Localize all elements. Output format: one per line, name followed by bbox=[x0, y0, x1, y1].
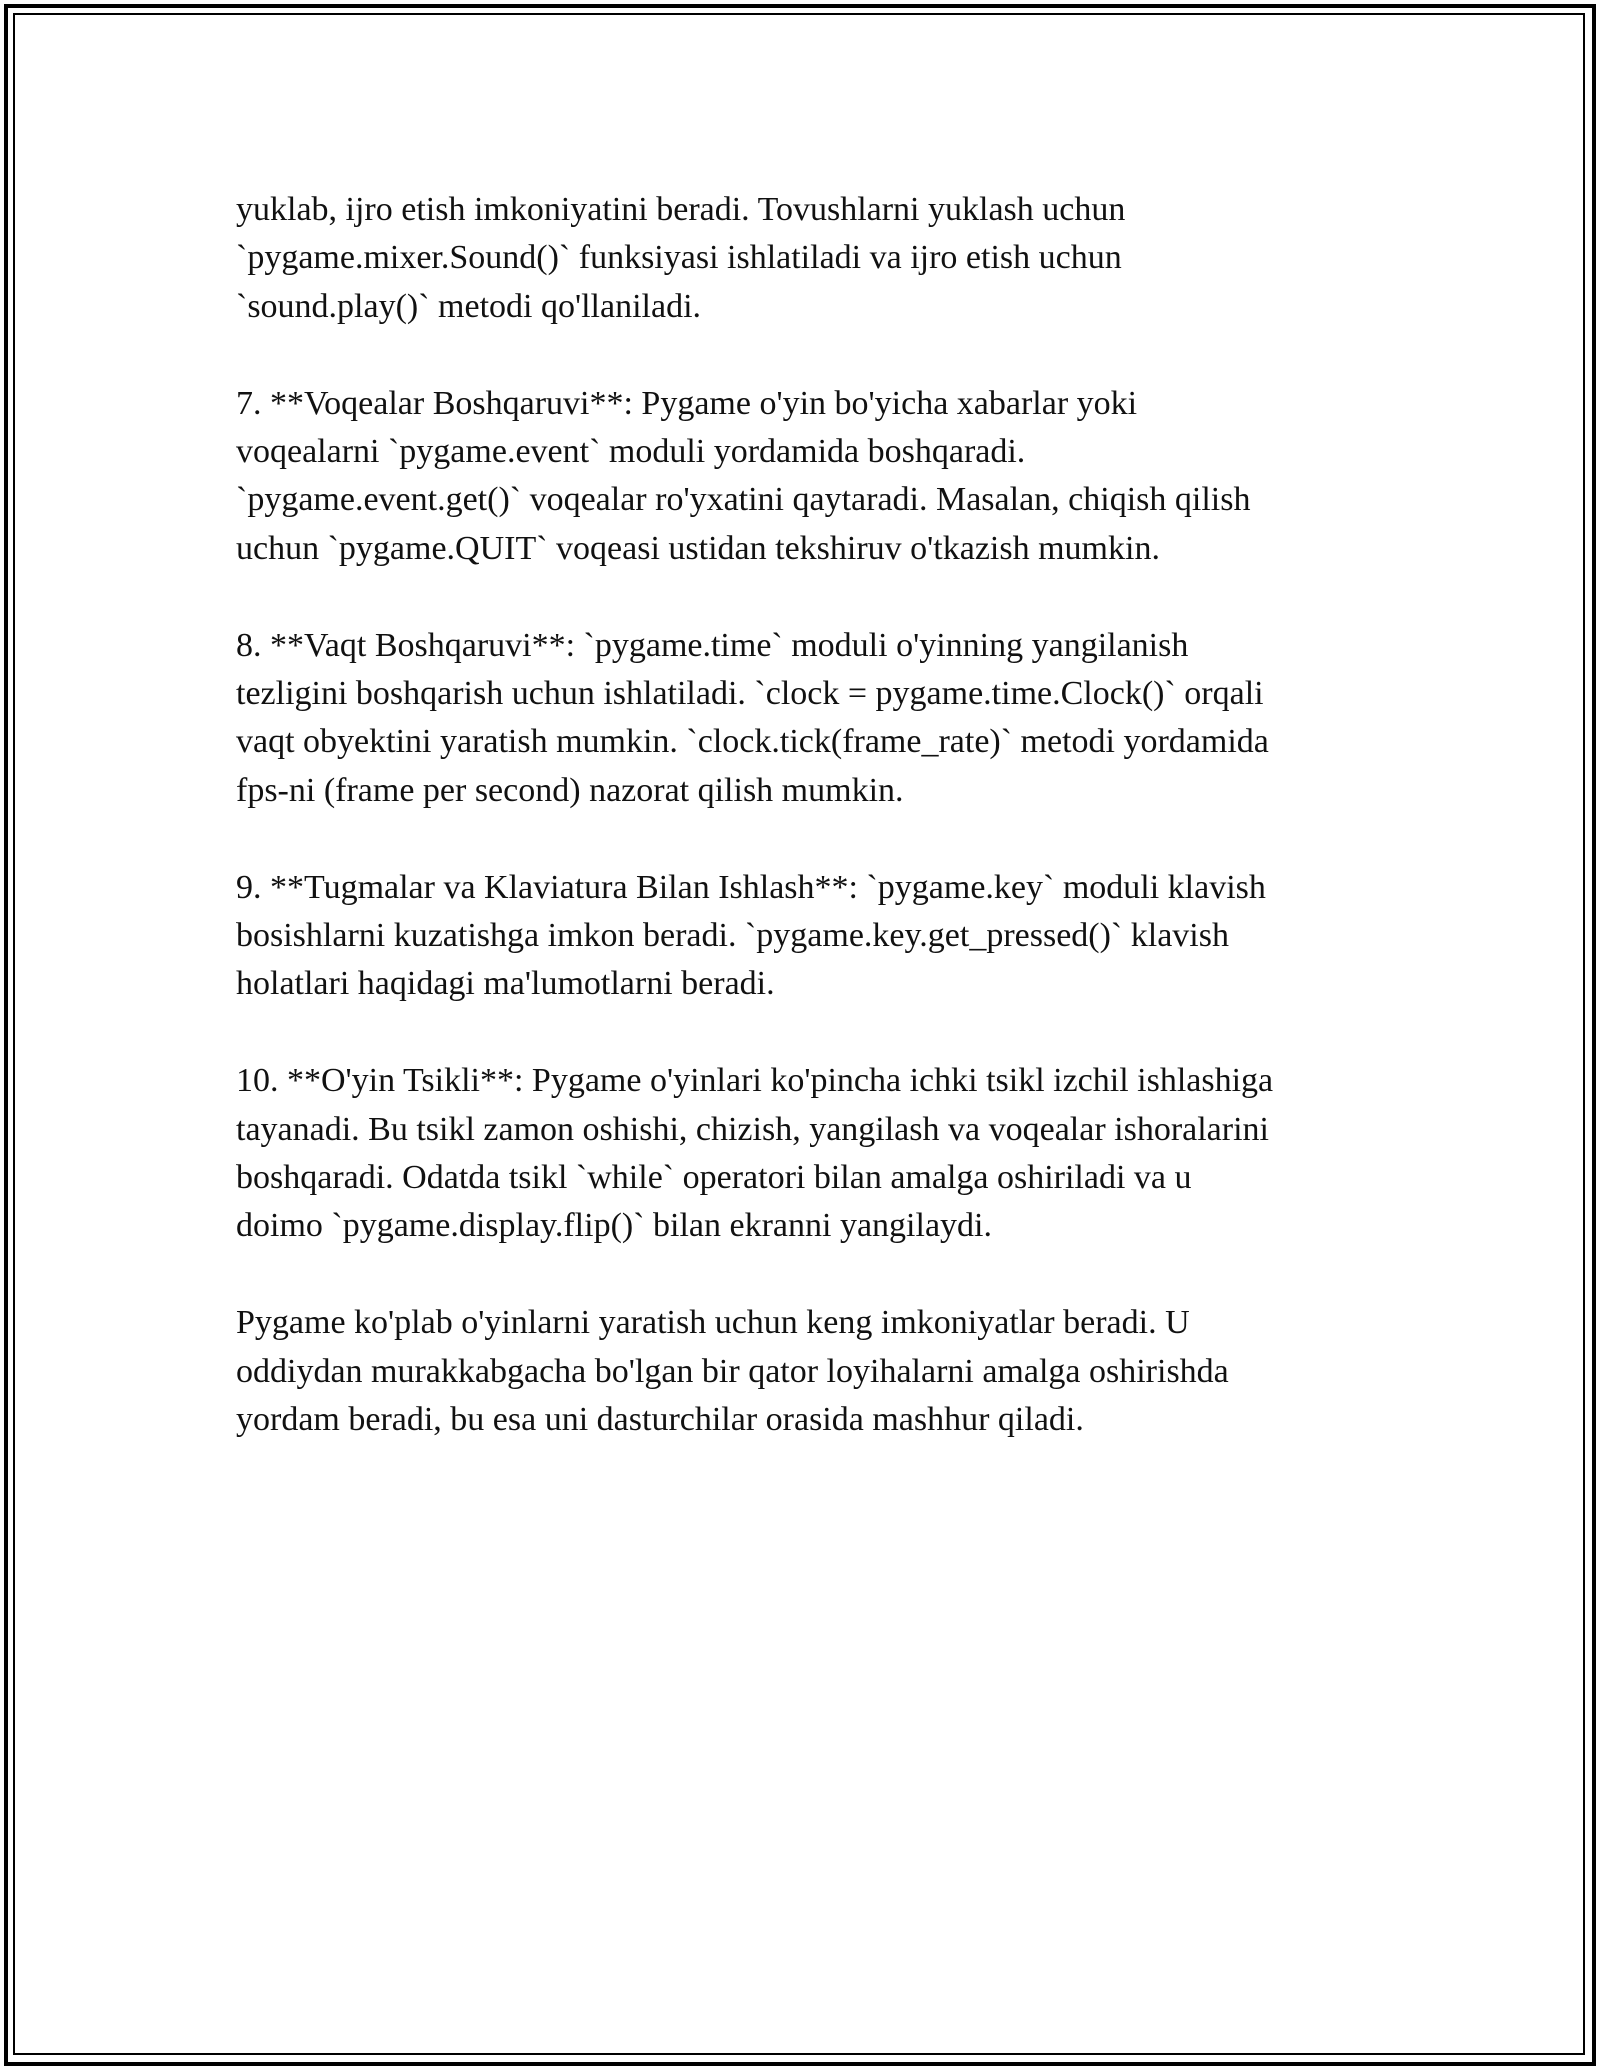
text-line: 8. **Vaqt Boshqaruvi**: `pygame.time` moduli o'yinning yangilanish bbox=[236, 626, 1189, 664]
text-line: yordam beradi, bu esa uni dasturchilar orasida mashhur qiladi. bbox=[236, 1401, 1084, 1439]
text-line: voqealarni `pygame.event` moduli yordamida boshqaradi. bbox=[236, 433, 1026, 471]
text-line: oddiydan murakkabgacha bo'lgan bir qator loyihalarni amalga oshirishda bbox=[236, 1352, 1229, 1390]
paragraph-item-7-events bbox=[236, 380, 1376, 574]
text-line: boshqaradi. Odatda tsikl `while` operatori bilan amalga oshiriladi va u bbox=[236, 1159, 1192, 1197]
paragraph-conclusion bbox=[236, 1299, 1376, 1444]
text-line: fps-ni (frame per second) nazorat qilish mumkin. bbox=[236, 771, 904, 809]
paragraph-item-10-game-loop bbox=[236, 1057, 1376, 1251]
text-line: `sound.play()` metodi qo'llaniladi. bbox=[236, 287, 702, 325]
text-line: tezligini boshqarish uchun ishlatiladi. `clock = pygame.time.Clock()` orqali bbox=[236, 675, 1264, 713]
text-line: uchun `pygame.QUIT` voqeasi ustidan tekshiruv o'tkazish mumkin. bbox=[236, 529, 1160, 567]
text-line: bosishlarni kuzatishga imkon beradi. `pygame.key.get_pressed()` klavish bbox=[236, 917, 1229, 955]
document-body bbox=[236, 186, 1376, 1493]
text-line: 9. **Tugmalar va Klaviatura Bilan Ishlash**: `pygame.key` moduli klavish bbox=[236, 868, 1266, 906]
paragraph-item-8-time bbox=[236, 622, 1376, 816]
text-line: `pygame.event.get()` voqealar ro'yxatini qaytaradi. Masalan, chiqish qilish bbox=[236, 481, 1251, 519]
text-line: `pygame.mixer.Sound()` funksiyasi ishlatiladi va ijro etish uchun bbox=[236, 239, 1122, 277]
text-line: doimo `pygame.display.flip()` bilan ekranni yangilaydi. bbox=[236, 1207, 992, 1245]
text-line: 7. **Voqealar Boshqaruvi**: Pygame o'yin bo'yicha xabarlar yoki bbox=[236, 384, 1138, 422]
paragraph-item-9-keyboard bbox=[236, 864, 1376, 1009]
text-line: holatlari haqidagi ma'lumotlarni beradi. bbox=[236, 965, 775, 1003]
text-line: Pygame ko'plab o'yinlarni yaratish uchun keng imkoniyatlar beradi. U bbox=[236, 1304, 1190, 1342]
text-line: yuklab, ijro etish imkoniyatini beradi. Tovushlarni yuklash uchun bbox=[236, 191, 1126, 228]
text-line: vaqt obyektini yaratish mumkin. `clock.tick(frame_rate)` metodi yordamida bbox=[236, 723, 1269, 761]
paragraph-sound-continuation bbox=[236, 186, 1376, 331]
text-line: tayanadi. Bu tsikl zamon oshishi, chizish, yangilash va voqealar ishoralarini bbox=[236, 1110, 1269, 1148]
text-line: 10. **O'yin Tsikli**: Pygame o'yinlari ko'pincha ichki tsikl izchil ishlashiga bbox=[236, 1062, 1274, 1100]
